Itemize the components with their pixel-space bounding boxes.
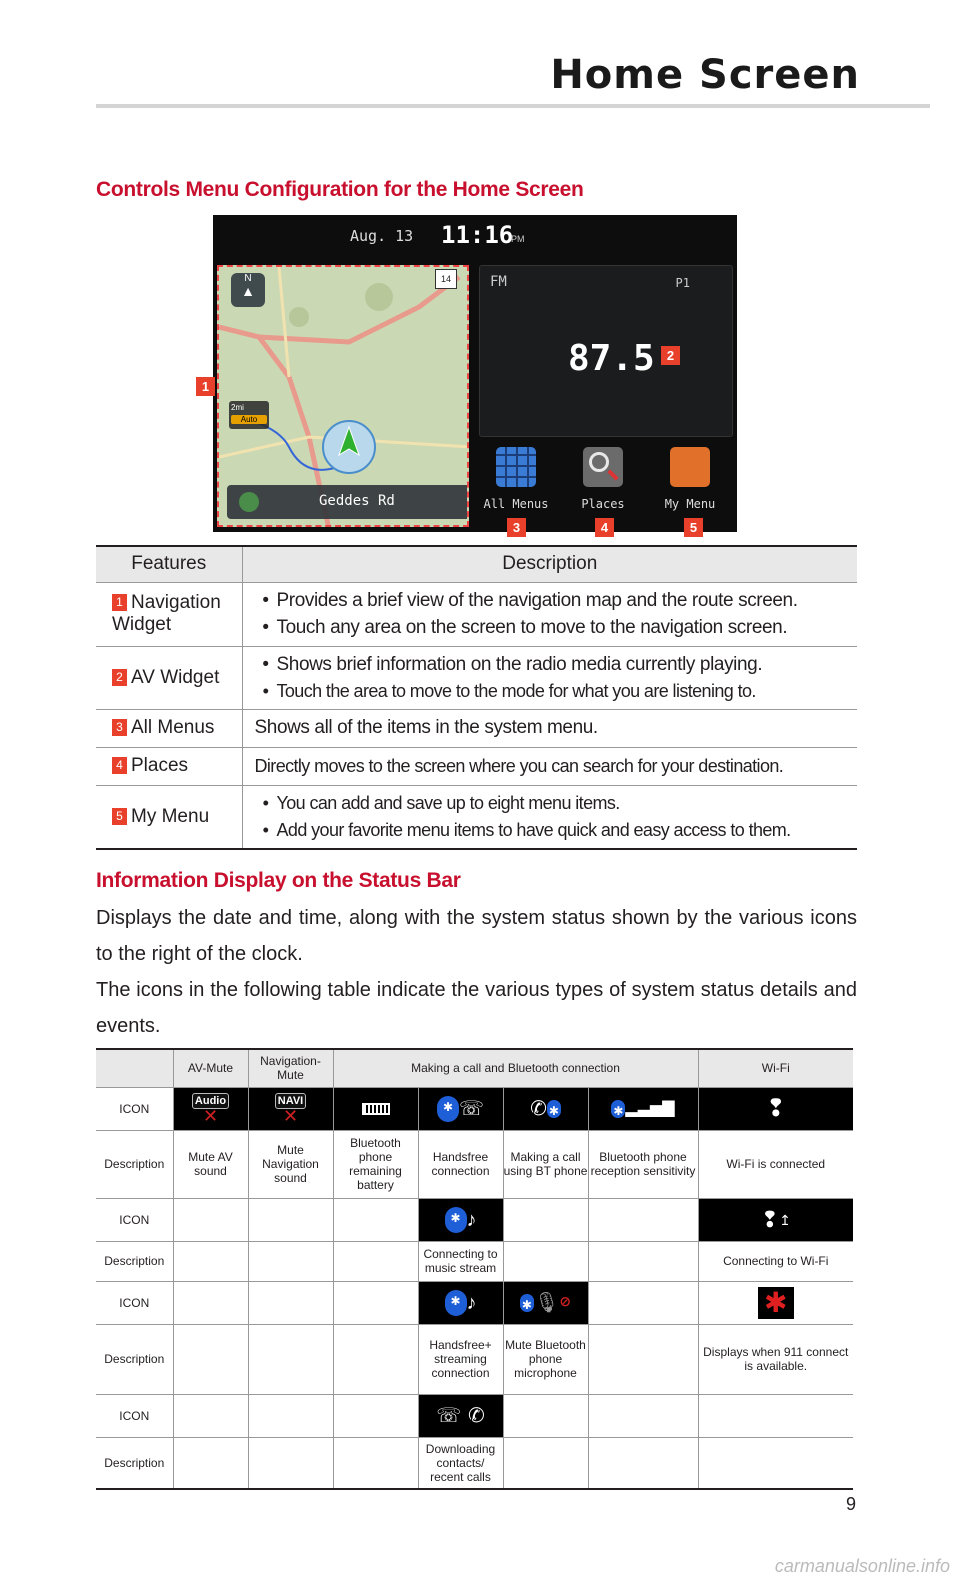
av-band: FM xyxy=(490,274,507,290)
folder-icon xyxy=(670,447,710,487)
navigation-mute-icon: NAVI ✕ xyxy=(248,1087,333,1130)
route-shield-icon: 14 xyxy=(435,269,457,289)
description-header: Description xyxy=(242,546,857,582)
table-row: 1 Navigation Widget • Provides a brief view of the navigation map and the route screen. • Touch any area on the screen to move to the navigation screen. xyxy=(96,582,857,646)
signal-strength-icon: ✱ ▂▃▅▇ xyxy=(588,1087,698,1130)
compass-icon[interactable]: N ▲ xyxy=(231,273,265,307)
navigation-widget[interactable] xyxy=(217,265,469,527)
table-row: 3 All Menus Shows all of the items in the system menu. xyxy=(96,709,857,747)
callout-3: 3 xyxy=(507,518,526,537)
section-heading-status-bar: Information Display on the Status Bar xyxy=(96,869,461,892)
handsfree-streaming-icon: ✱ ♪ xyxy=(418,1281,503,1324)
features-table xyxy=(96,545,857,850)
home-screen-illustration xyxy=(213,215,737,532)
places-button[interactable]: Places xyxy=(558,447,648,511)
table-row: ICON ✱ ♪ ✱ 🎙⊘ ✱ xyxy=(96,1281,853,1324)
page-number: 9 xyxy=(845,1494,856,1514)
header-bluetooth: Making a call and Bluetooth connection xyxy=(333,1049,698,1087)
table-row: 4 Places Directly moves to the screen where you can search for your destination. xyxy=(96,747,857,785)
all-menus-button[interactable]: All Menus xyxy=(471,447,561,511)
av-mute-icon: Audio ✕ xyxy=(173,1087,248,1130)
callout-2: 2 xyxy=(661,346,680,365)
table-row: Description Connecting to music stream Connecting to Wi-Fi xyxy=(96,1241,853,1281)
magnifier-icon xyxy=(583,447,623,487)
feature-name: Navigation Widget xyxy=(112,592,221,635)
status-clock: 11:16 xyxy=(441,221,514,249)
feature-name: My Menu xyxy=(131,805,210,827)
handsfree-icon: ✱ ☏ xyxy=(418,1087,503,1130)
wifi-connecting-icon: ❢↥ xyxy=(698,1198,853,1241)
table-row: 2 AV Widget • Shows brief information on the radio media currently playing. • Touch the area to move to the mode for what you are listening to. xyxy=(96,646,857,709)
emergency-icon: ✱ xyxy=(758,1287,794,1319)
av-widget[interactable] xyxy=(479,265,733,437)
table-header-row xyxy=(96,1049,853,1087)
feature-name: Places xyxy=(131,755,189,776)
gps-icon xyxy=(239,492,259,512)
battery-icon xyxy=(333,1087,418,1130)
paragraph-status-icons: The icons in the following table indicate the various types of system status details and events. xyxy=(96,979,857,1037)
bt-call-icon: ✆✱ xyxy=(503,1087,588,1130)
av-preset: P1 xyxy=(675,276,690,290)
callout-4: 4 xyxy=(595,518,614,537)
table-row: Description Downloading contacts/ recent calls xyxy=(96,1437,853,1489)
status-icons-table xyxy=(96,1048,853,1490)
feature-name: AV Widget xyxy=(131,666,220,688)
current-road-bar: Geddes Rd xyxy=(227,485,469,519)
my-menu-button[interactable]: My Menu xyxy=(645,447,735,511)
table-row: 5 My Menu • You can add and save up to eight menu items. • Add your favorite menu items to have quick and easy access to them. xyxy=(96,785,857,849)
table-row: ICON ✱ ♪ ❢↥ xyxy=(96,1198,853,1241)
mic-mute-icon: ✱ 🎙⊘ xyxy=(503,1281,588,1324)
header-wifi: Wi-Fi xyxy=(698,1049,853,1087)
features-header: Features xyxy=(96,546,242,582)
header-navigation-mute: Navigation-Mute xyxy=(248,1049,333,1087)
callout-5: 5 xyxy=(684,518,703,537)
download-contacts-icon: ☏ ✆ xyxy=(418,1394,503,1437)
music-stream-icon: ✱ ♪ xyxy=(418,1198,503,1241)
paragraph-status-intro: Displays the date and time, along with the system status shown by the various icons to the right of the clock. xyxy=(96,907,857,965)
table-row: ICON Audio ✕ NAVI ✕ ✱ ☏ ✆✱ ✱ ▂▃▅▇ ❢ xyxy=(96,1087,853,1130)
header-av-mute: AV-Mute xyxy=(173,1049,248,1087)
section-heading-controls: Controls Menu Configuration for the Home Screen xyxy=(96,178,584,201)
table-row: Description Mute AV sound Mute Navigation sound Bluetooth phone remaining battery Handsfree connection Making a call using BT phone Bluetooth phone reception sensitivity Wi-Fi is connected xyxy=(96,1130,853,1198)
av-frequency: 87.5 xyxy=(568,338,655,379)
feature-name: All Menus xyxy=(131,717,215,738)
watermark: carmanualsonline.info xyxy=(774,1556,950,1576)
status-ampm: PM xyxy=(511,234,525,244)
title-rule xyxy=(96,104,930,108)
callout-1: 1 xyxy=(196,377,215,396)
table-row: ICON ☏ ✆ xyxy=(96,1394,853,1437)
table-row: Description Handsfree+ streaming connection Mute Bluetooth phone microphone Displays when 911 connect is available. xyxy=(96,1324,853,1394)
wifi-icon: ❢ xyxy=(698,1087,853,1130)
page-title: Home Screen xyxy=(550,52,860,98)
status-date: Aug. 13 xyxy=(350,227,414,245)
grid-icon xyxy=(496,447,536,487)
map-scale[interactable]: 2mi Auto xyxy=(229,401,269,429)
